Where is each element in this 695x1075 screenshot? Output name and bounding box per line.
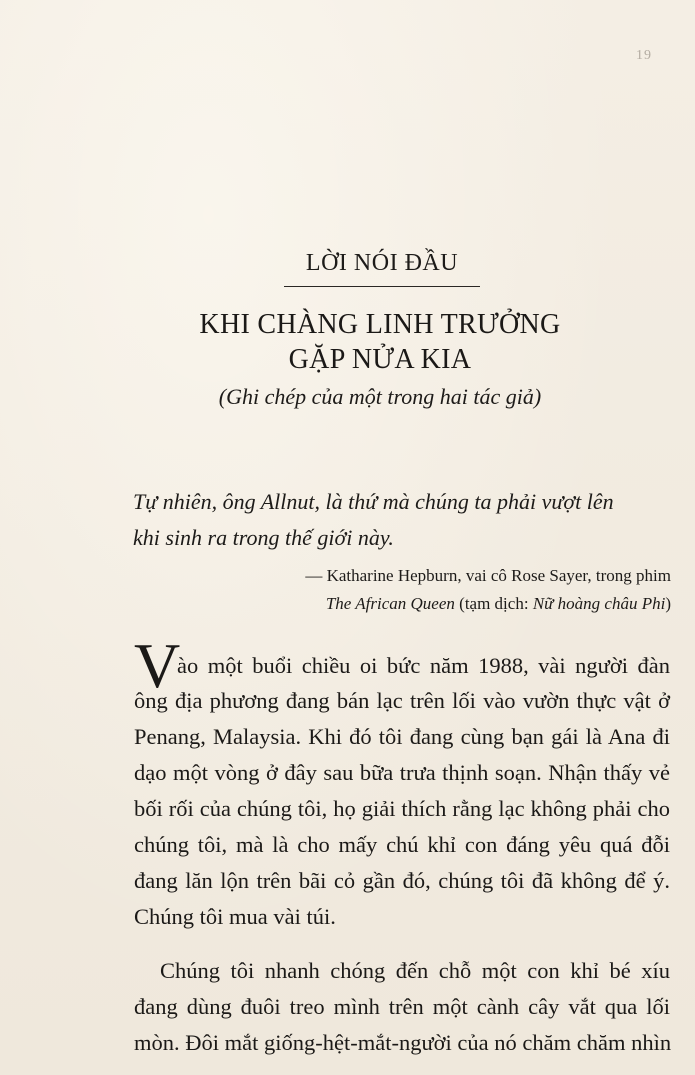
film-translation: Nữ hoàng châu Phi (532, 594, 666, 613)
attribution-connector: (tạm dịch: (454, 594, 533, 613)
chapter-subtitle: (Ghi chép của một trong hai tác giả) (218, 384, 542, 409)
body-line: Penang, Malaysia. Khi đó tôi đang cùng bạn gái là Ana đi (134, 724, 670, 749)
chapter-title-line-1: KHI CHÀNG LINH TRƯỞNG (199, 309, 561, 340)
drop-cap: V (134, 630, 181, 701)
chapter-title-line-2: GẶP NỬA KIA (288, 344, 472, 375)
section-underline (284, 286, 480, 287)
epigraph-attribution-line-1: — Katharine Hepburn, vai cô Rose Sayer, trong phim (305, 566, 671, 585)
body-line: chúng tôi, mà là cho mấy chú khỉ con đáng yêu quá đỗi (134, 832, 670, 857)
body-line: mòn. Đôi mắt giống-hệt-mắt-người của nó chăm chăm nhìn (134, 1030, 672, 1055)
body-line: đang dùng đuôi treo mình trên một cành cây vắt qua lối (134, 994, 670, 1019)
film-title: The African Queen (325, 594, 455, 613)
body-line: ào một buổi chiều oi bức năm 1988, vài người đàn (177, 653, 670, 678)
body-line: dạo một vòng ở đây sau bữa trưa thịnh soạn. Nhận thấy vẻ (134, 760, 670, 785)
body-line: Chúng tôi mua vài túi. (134, 904, 336, 929)
section-label: LỜI NÓI ĐẦU (305, 250, 459, 276)
page-number: 19 (636, 48, 652, 63)
epigraph-attribution-line-2 (326, 594, 671, 614)
body-line: đang lăn lộn trên bãi cỏ gần đó, chúng tôi đã không để ý. (134, 868, 670, 893)
epigraph-line-1: Tự nhiên, ông Allnut, là thứ mà chúng ta phải vượt lên (133, 489, 614, 514)
epigraph-line-2: khi sinh ra trong thế giới này. (133, 525, 394, 550)
body-line: ông địa phương đang bán lạc trên lối vào vườn thực vật ở (134, 688, 670, 713)
body-line: bối rối của chúng tôi, họ giải thích rằng lạc không phải cho (134, 796, 670, 821)
body-line: Chúng tôi nhanh chóng đến chỗ một con khỉ bé xíu (160, 958, 670, 983)
attribution-close: ) (665, 594, 671, 613)
